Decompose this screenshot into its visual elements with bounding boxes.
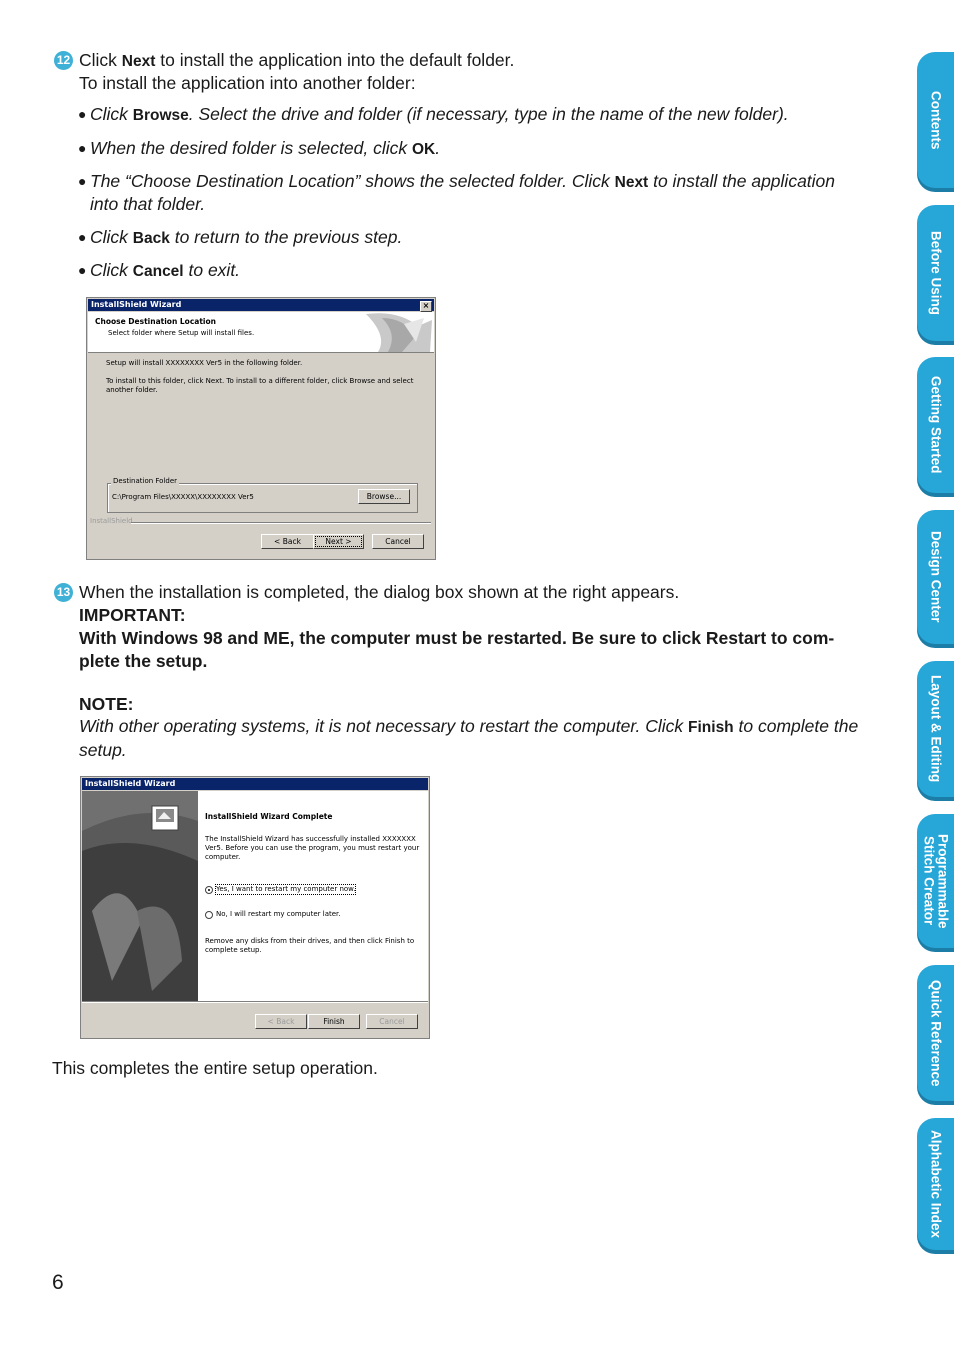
tab-label: Programmable Stitch Creator xyxy=(921,833,951,929)
bullet-item-back xyxy=(90,226,402,250)
step12-line1 xyxy=(79,49,514,73)
back-button[interactable]: < Back xyxy=(261,534,314,549)
text: to install the application xyxy=(648,171,836,191)
tab-label: Quick Reference xyxy=(928,979,944,1087)
bullet-item-browse xyxy=(90,103,789,127)
radio-restart-later[interactable] xyxy=(205,911,213,919)
dialog-title-bar xyxy=(88,299,434,311)
step12-line2: To install the application into another folder: xyxy=(79,73,416,93)
dialog-choose-destination xyxy=(86,297,436,560)
dialog-text-2b: another folder. xyxy=(106,386,158,394)
dialog-text-1a: The InstallShield Wizard has successfully installed XXXXXXX xyxy=(205,835,416,843)
dialog-text-1b: Ver5. Before you can use the program, you must restart your xyxy=(205,844,420,852)
destination-folder-label: Destination Folder xyxy=(113,477,178,485)
installshield-brand: InstallShield xyxy=(90,517,133,525)
dialog-heading: InstallShield Wizard Complete xyxy=(205,812,333,821)
radio-restart-now[interactable] xyxy=(205,886,213,894)
tab-getting-started[interactable] xyxy=(917,357,954,493)
step-number-12: 12 xyxy=(54,51,73,70)
bullet-icon: ● xyxy=(78,106,87,122)
note-text-line1 xyxy=(79,715,858,739)
radio-restart-later-label[interactable]: No, I will restart my computer later. xyxy=(216,910,341,918)
text: Click xyxy=(79,50,122,70)
bullet-item-ok xyxy=(90,137,440,161)
text: When the desired folder is selected, click xyxy=(90,138,412,158)
keyword-browse: Browse xyxy=(132,107,189,124)
wizard-side-graphic xyxy=(82,791,198,1001)
dialog-subheading: Select folder where Setup will install files. xyxy=(108,329,255,337)
keyword-cancel: Cancel xyxy=(132,263,184,280)
important-text-line1: With Windows 98 and ME, the computer must be restarted. Be sure to click Restart to com- xyxy=(79,628,835,648)
tab-programmable-stitch-creator[interactable] xyxy=(917,814,954,948)
bullet-icon: ● xyxy=(78,173,87,189)
text: Click xyxy=(90,104,133,124)
tab-label: Getting Started xyxy=(928,376,944,474)
text: Click xyxy=(90,227,133,247)
tab-layout-editing[interactable] xyxy=(917,661,954,797)
completion-text: This completes the entire setup operation. xyxy=(52,1058,378,1078)
tab-alphabetic-index[interactable] xyxy=(917,1118,954,1250)
dialog-heading: Choose Destination Location xyxy=(95,317,216,326)
dialog-text-2b: complete setup. xyxy=(205,946,262,954)
tab-design-center[interactable] xyxy=(917,510,954,644)
text: to install the application into the default folder. xyxy=(155,50,515,70)
tab-label: Contents xyxy=(928,90,944,150)
keyword-next: Next xyxy=(614,174,649,191)
text: to return to the previous step. xyxy=(169,227,403,247)
dialog-title: InstallShield Wizard xyxy=(85,779,176,788)
dialog-header-panel xyxy=(88,312,434,353)
text: With other operating systems, it is not necessary to restart the computer. Click xyxy=(79,716,689,736)
dialog-text-2a: Remove any disks from their drives, and then click Finish to xyxy=(205,937,415,945)
divider xyxy=(82,1001,428,1003)
tab-label: Alphabetic Index xyxy=(928,1129,944,1239)
note-label: NOTE: xyxy=(79,694,134,714)
dialog-wizard-complete xyxy=(80,776,430,1039)
dialog-title-bar xyxy=(82,778,428,790)
dialog-text-1: Setup will install XXXXXXXX Ver5 in the following folder. xyxy=(106,359,303,367)
bullet-icon: ● xyxy=(78,140,87,156)
step13-line1: When the installation is completed, the dialog box shown at the right appears. xyxy=(79,582,680,602)
keyword-ok: OK xyxy=(411,141,436,158)
destination-path: C:\Program Files\XXXXX\XXXXXXXX Ver5 xyxy=(112,493,254,501)
step-number-13: 13 xyxy=(54,583,73,602)
keyword-back: Back xyxy=(132,230,170,247)
next-button[interactable]: Next > xyxy=(313,534,364,549)
cancel-button[interactable]: Cancel xyxy=(372,534,424,549)
tab-before-using[interactable] xyxy=(917,205,954,341)
finish-button[interactable]: Finish xyxy=(308,1014,360,1029)
important-label: IMPORTANT: xyxy=(79,605,186,625)
tab-label: Layout & Editing xyxy=(928,675,944,783)
close-icon[interactable]: × xyxy=(420,301,432,312)
radio-restart-now-label[interactable]: Yes, I want to restart my computer now. xyxy=(216,885,356,893)
tab-quick-reference[interactable] xyxy=(917,965,954,1101)
tab-contents[interactable] xyxy=(917,52,954,188)
bullet-icon: ● xyxy=(78,262,87,278)
bullet-item-cancel xyxy=(90,259,240,283)
bullet-icon: ● xyxy=(78,229,87,245)
computer-icon xyxy=(151,805,179,831)
important-text-line2: plete the setup. xyxy=(79,651,208,671)
keyword-finish: Finish xyxy=(688,719,734,736)
note-text-line2: setup. xyxy=(79,740,127,760)
text: to exit. xyxy=(183,260,241,280)
cancel-button[interactable]: Cancel xyxy=(366,1014,418,1029)
text: The “Choose Destination Location” shows the selected folder. Click xyxy=(90,171,615,191)
tab-label: Design Center xyxy=(928,531,944,623)
back-button[interactable]: < Back xyxy=(255,1014,307,1029)
text: Click xyxy=(90,260,133,280)
wizard-graphic-icon xyxy=(358,312,434,352)
bullet-item-next-cont: into that folder. xyxy=(90,194,206,214)
dialog-title: InstallShield Wizard xyxy=(91,300,182,309)
browse-button[interactable]: Browse... xyxy=(358,489,410,504)
bullet-item-next xyxy=(90,170,835,194)
dialog-text-2a: To install to this folder, click Next. To install to a different folder, click Browse and select xyxy=(106,377,414,385)
text: . Select the drive and folder (if necessary, type in the name of the new folder). xyxy=(188,104,789,124)
dialog-text-1c: computer. xyxy=(205,853,241,861)
text: . xyxy=(435,138,441,158)
dialog-content-panel xyxy=(198,791,428,1001)
text: to complete the xyxy=(733,716,859,736)
divider xyxy=(131,522,431,524)
tab-label: Before Using xyxy=(928,230,944,315)
page-number: 6 xyxy=(52,1271,64,1294)
keyword-next: Next xyxy=(121,53,156,70)
